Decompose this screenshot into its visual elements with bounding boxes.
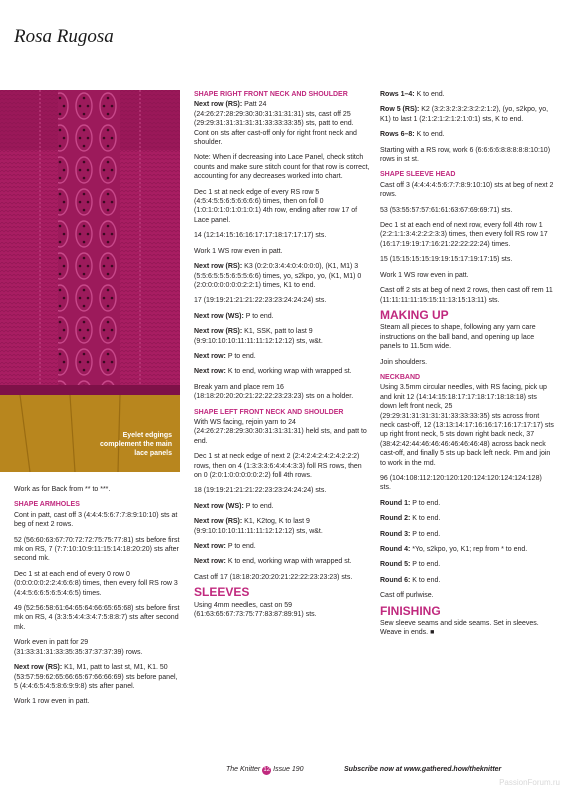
- instruction-row: [14, 663, 182, 691]
- row-text: K1, M1, patt to last st, M1, K1. 50 (53:57:59:62:65:66:65:67:66:66:69) sts before panel, 5 (4:4:6:5:4:5:8:6:9:9:8) sts after panel.: [14, 664, 178, 690]
- row-label: Next row (RS):: [194, 328, 243, 336]
- instruction-paragraph: Dec 1 st at each end of next row, every foll 4th row 1 (2:2:1:1:3:4:2:2:2:3:3) times, then every foll RS row 17 (16:17:19:19:17:16:21:22:22:22:24) times.: [380, 222, 548, 248]
- instruction-row: [194, 502, 370, 511]
- row-label: Rows 1–4:: [380, 91, 415, 98]
- instruction-paragraph: Cast off 2 sts at beg of next 2 rows, then cast off rem 11 (11:11:11:11:15:15:11:13:15:13:11) sts.: [380, 287, 553, 304]
- row-label: Next row:: [194, 543, 226, 551]
- row-label: Round 2:: [380, 515, 411, 523]
- row-label: Round 1:: [380, 499, 411, 507]
- row-label: Next row (RS):: [194, 101, 243, 109]
- row-label: Next row:: [194, 368, 226, 376]
- row-label: Next row (WS):: [194, 502, 244, 510]
- instruction-paragraph: Note: When if decreasing into Lace Panel, check stitch counts and make sure stitch count for that row is correct, accounting for any decreases worked into chart.: [194, 154, 370, 181]
- sweater-photo-image: [0, 90, 180, 472]
- section-heading: NECKBAND: [380, 373, 421, 381]
- footer-magazine: [226, 766, 304, 775]
- photo-caption: Eyelet edgings complement the main lace panels: [100, 432, 172, 457]
- row-label: Next row (RS):: [194, 518, 243, 526]
- row-text: P to end.: [410, 561, 441, 569]
- page-title: Rosa Rugosa: [14, 26, 114, 47]
- instruction-row: [194, 100, 370, 147]
- row-text: K to end.: [414, 91, 445, 98]
- instruction-row: [380, 576, 554, 585]
- instruction-paragraph: Work 1 WS row even in patt.: [380, 271, 469, 279]
- row-label: Next row (RS):: [14, 664, 63, 672]
- row-text: *Yo, s2kpo, yo, K1; rep from * to end.: [410, 546, 528, 554]
- instruction-paragraph: Work as for Back from ** to ***.: [14, 486, 111, 493]
- instruction-paragraph: With WS facing, rejoin yarn to 24 (24:26:27:28:29:30:30:31:31:31:31) held sts, and patt to end.: [194, 418, 367, 445]
- instruction-paragraph: 96 (104:108:112:120:120:120:124:120:124:124:128) sts.: [380, 475, 542, 492]
- instruction-paragraph: Cast off purlwise.: [380, 592, 434, 600]
- instruction-paragraph: Work 1 WS row even in patt.: [194, 247, 283, 255]
- section-heading: SHAPE LEFT FRONT NECK AND SHOULDER: [194, 408, 344, 416]
- instruction-paragraph: Break yarn and place rem 16 (18:18:20:20:20:21:22:22:23:23:23) sts on a holder.: [194, 383, 354, 401]
- instruction-paragraph: Join shoulders.: [380, 358, 428, 366]
- instruction-paragraph: 14 (12:14:15:16:16:17:17:18:17:17:17) sts.: [194, 232, 327, 240]
- column-right: [380, 90, 554, 644]
- footer-issue: Issue 190: [273, 766, 304, 773]
- row-label: Next row (WS):: [194, 312, 244, 320]
- instruction-row: [380, 545, 554, 554]
- instruction-row: [380, 514, 554, 523]
- row-text: Patt 24 (24:26:27:28:29:30:30:31:31:31:31) sts, cast off 25 (29:29:31:31:31:31:31:33:33:33:35) sts, patt to end. Cont on sts after cast-off only for right front neck and shoulder.: [194, 101, 357, 147]
- section-title: SLEEVES: [194, 585, 250, 600]
- instruction-row: [194, 542, 370, 551]
- sweater-photo: [0, 90, 180, 472]
- row-label: Row 5 (RS):: [380, 106, 420, 114]
- row-label: Round 6:: [380, 576, 411, 584]
- instruction-paragraph: Cont in patt, cast off 3 (4:4:4:5:6:7:7:8:9:10:10) sts at beg of next 2 rows.: [14, 511, 178, 529]
- instruction-paragraph: Dec 1 st at each end of every 0 row 0 (0:0:0:0:0:2:2:4:6:6:8) times, then every foll RS row 3 (4:4:5:6:6:5:6:5:4:6:5) times.: [14, 570, 178, 597]
- instruction-paragraph: Dec 1 st at neck edge of next 2 (2:4:2:4:2:4:2:4:2:2:2) rows, then on 4 (1:3:3:3:6:4:4:4:3:3) foll RS rows, then on 0 (2:0:1:0:0:0:0:0:2:2) foll 4th rows.: [194, 453, 362, 479]
- instruction-paragraph: Using 4mm needles, cast on 59 (61:63:65:67:73:75:77:83:87:89:91) sts.: [194, 601, 317, 619]
- instruction-paragraph: Using 3.5mm circular needles, with RS facing, pick up and knit 12 (14:14:15:18:17:17:18:17:18:18:18) sts down left front neck, 25 (29:29:31:31:31:31:31:33:33:33:35) sts across front neck cast-off, 12 (13:13:14:17:16:16:17:16:17:17:17) sts up right front neck, 5 sts down right back neck, 37 (38:42:42:44:46:46:46:46:46:46:48) across back neck cast-off, and finally 5 sts up back left neck. Pm and join to work in the rnd.: [380, 384, 554, 467]
- instruction-paragraph: 18 (19:19:21:21:21:22:23:23:24:24:24) sts.: [194, 487, 327, 495]
- instruction-row: [194, 352, 370, 361]
- instruction-row: [194, 557, 370, 566]
- column-middle: [194, 90, 370, 625]
- page-number: 12: [263, 767, 271, 773]
- instruction-paragraph: 17 (19:19:21:21:21:22:23:23:24:24:24) sts.: [194, 297, 327, 305]
- row-text: P to end.: [225, 352, 256, 360]
- instruction-row: [380, 90, 554, 99]
- instruction-row: [380, 130, 554, 139]
- row-text: P to end.: [243, 312, 274, 320]
- section-heading: SHAPE RIGHT FRONT NECK AND SHOULDER: [194, 91, 348, 98]
- instruction-row: [194, 312, 370, 321]
- row-label: Rows 6–8:: [380, 131, 415, 139]
- row-text: K to end.: [410, 576, 441, 584]
- instruction-paragraph: 49 (52:56:58:61:64:65:64:66:65:65:68) sts before first mk on RS, 4 (3:3:5:4:4:3:4:7:5:8:8:7) sts after second mk.: [14, 605, 180, 631]
- row-text: K to end.: [410, 515, 441, 523]
- section-title: FINISHING: [380, 603, 441, 618]
- instruction-paragraph: Sew sleeve seams and side seams. Set in sleeves. Weave in ends. ■: [380, 620, 539, 637]
- row-text: K1, K2tog, K to last 9 (9:9:10:10:10:11:11:11:12:12:12) sts, w&t.: [194, 518, 323, 535]
- footer-magazine-name: The Knitter: [226, 766, 261, 773]
- instruction-paragraph: Dec 1 st at neck edge of every RS row 5 (4:5:4:5:5:6:5:6:6:6:6) times, then on foll 0 (1:0:1:0:1:0:1:0:1:0:1) 4th row, ending after row 17 of Lace panel.: [194, 188, 358, 224]
- row-label: Round 3:: [380, 530, 411, 538]
- instruction-row: [380, 499, 554, 508]
- instruction-paragraph: Steam all pieces to shape, following any yarn care instructions on the ball band, and opening up lace panels to 11.5cm wide.: [380, 324, 536, 351]
- row-label: Next row (RS):: [194, 263, 243, 271]
- instruction-row: [380, 105, 554, 124]
- row-text: K to end.: [414, 131, 445, 139]
- row-text: P to end.: [410, 499, 441, 507]
- row-text: P to end.: [410, 530, 441, 538]
- row-text: P to end.: [225, 543, 256, 551]
- instruction-paragraph: Cast off 17 (18:18:20:20:20:21:22:22:23:23:23) sts.: [194, 573, 353, 581]
- watermark: PassionForum.ru: [499, 778, 560, 787]
- instruction-paragraph: 53 (53:55:57:57:61:61:63:67:69:69:71) sts.: [380, 206, 513, 214]
- row-label: Round 4:: [380, 546, 411, 554]
- row-label: Next row:: [194, 558, 226, 566]
- instruction-row: [380, 560, 554, 569]
- instruction-paragraph: 15 (15:15:15:15:19:19:15:17:19:17:15) sts.: [380, 256, 513, 264]
- instruction-row: [194, 262, 370, 290]
- row-text: K2 (3:2:3:2:3:2:3:2:2:1:2), (yo, s2kpo, yo, K1) to last 1 (2:1:2:1:2:1:2:1:0:1) sts, K to end.: [380, 106, 549, 123]
- row-text: P to end.: [243, 502, 274, 510]
- instruction-row: [194, 517, 370, 536]
- instruction-paragraph: Work even in patt for 29 (31:33:31:31:33:35:35:37:37:37:39) rows.: [14, 639, 143, 656]
- section-heading: SHAPE SLEEVE HEAD: [380, 171, 456, 179]
- row-text: K3 (0:2:0:3:4:4:0:4:0:0:0), (K1, M1) 3 (5:5:6:5:5:5:6:5:5:6:6) times, yo, s2kpo, yo, (K1, M1) 0 (2:0:0:0:0:0:0:0:2:2:1) times, K1 to end.: [194, 263, 362, 289]
- instruction-paragraph: Starting with a RS row, work 6 (6:6:6:6:8:8:8:8:8:10:10) rows in st st.: [380, 146, 551, 164]
- section-title: MAKING UP: [380, 307, 449, 322]
- instruction-paragraph: Cast off 3 (4:4:4:4:5:6:7:7:8:9:10:10) sts at beg of next 2 rows.: [380, 181, 554, 199]
- footer-subscribe: Subscribe now at www.gathered.how/theknitter: [344, 766, 502, 773]
- instruction-paragraph: Work 1 row even in patt.: [14, 698, 90, 706]
- row-label: Next row:: [194, 352, 226, 360]
- row-text: K to end, working wrap with wrapped st.: [225, 368, 352, 376]
- row-text: K to end, working wrap with wrapped st.: [225, 558, 352, 566]
- instruction-paragraph: 52 (56:60:63:67:70:72:72:75:75:77:81) sts before first mk on RS, 7 (7:7:10:10:9:11:15:14:18:20:20) sts after second mk.: [14, 536, 180, 563]
- column-left: [14, 485, 182, 713]
- row-label: Round 5:: [380, 561, 411, 569]
- instruction-row: [194, 327, 370, 346]
- section-heading: SHAPE ARMHOLES: [14, 501, 80, 509]
- instruction-row: [194, 367, 370, 376]
- row-text: K1, SSK, patt to last 9 (9:9:10:10:10:11:11:11:12:12:12) sts, w&t.: [194, 328, 323, 345]
- instruction-row: [380, 530, 554, 539]
